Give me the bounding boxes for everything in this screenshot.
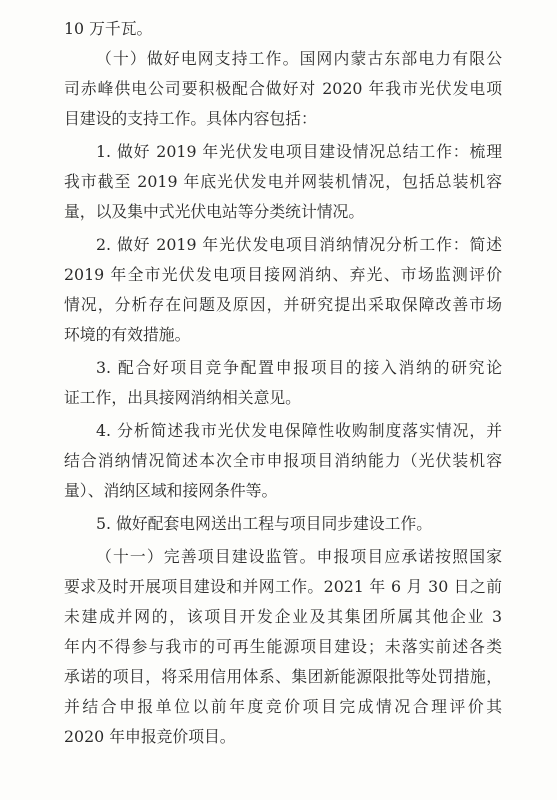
text-line: 未建成并网的，该项目开发企业及其集团所属其他企业 3 <box>64 607 502 626</box>
text-line: 10 万千瓦。 <box>64 19 153 38</box>
section-heading-10: （十）做好电网支持工作。国网内蒙古东部电力有限公 <box>96 49 502 68</box>
text-line: 环境的有效措施。 <box>64 325 191 344</box>
text-line: 司赤峰供电公司要积极配合做好对 2020 年我市光伏发电项 <box>64 79 502 98</box>
list-item-1: 1. 做好 2019 年光伏发电项目建设情况总结工作：梳理 <box>96 142 502 161</box>
text-line: 承诺的项目，将采用信用体系、集团新能源限批等处罚措施， <box>64 667 502 686</box>
text-line: 目建设的支持工作。具体内容包括： <box>64 109 317 128</box>
text-line: 量，以及集中式光伏电站等分类统计情况。 <box>64 202 365 221</box>
text-line: 我市截至 2019 年底光伏发电并网装机情况，包括总装机容 <box>64 172 502 191</box>
list-item-2: 2. 做好 2019 年光伏发电项目消纳情况分析工作：简述 <box>96 235 502 254</box>
section-heading-11: （十一）完善项目建设监管。申报项目应承诺按照国家 <box>96 547 502 566</box>
list-item-5: 5. 做好配套电网送出工程与项目同步建设工作。 <box>96 514 433 533</box>
text-line: 证工作，出具接网消纳相关意见。 <box>64 388 301 407</box>
text-line: 结合消纳情况简述本次全市申报项目消纳能力（光伏装机容 <box>64 451 502 470</box>
text-line: 量）、消纳区域和接网条件等。 <box>64 481 278 500</box>
text-line: 并结合申报单位以前年度竞价项目完成情况合理评价其 <box>64 697 502 716</box>
text-line: 2020 年申报竞价项目。 <box>64 727 236 746</box>
text-line: 要求及时开展项目建设和并网工作。2021 年 6 月 30 日之前 <box>64 577 502 596</box>
text-line: 2019 年全市光伏发电项目接网消纳、弃光、市场监测评价 <box>64 265 502 284</box>
list-item-3: 3. 配合好项目竞争配置申报项目的接入消纳的研究论 <box>96 358 502 377</box>
text-line: 情况，分析存在问题及原因，并研究提出采取保障改善市场 <box>64 295 502 314</box>
list-item-4: 4. 分析简述我市光伏发电保障性收购制度落实情况，并 <box>96 421 502 440</box>
text-line: 年内不得参与我市的可再生能源项目建设；未落实前述各类 <box>64 637 502 656</box>
